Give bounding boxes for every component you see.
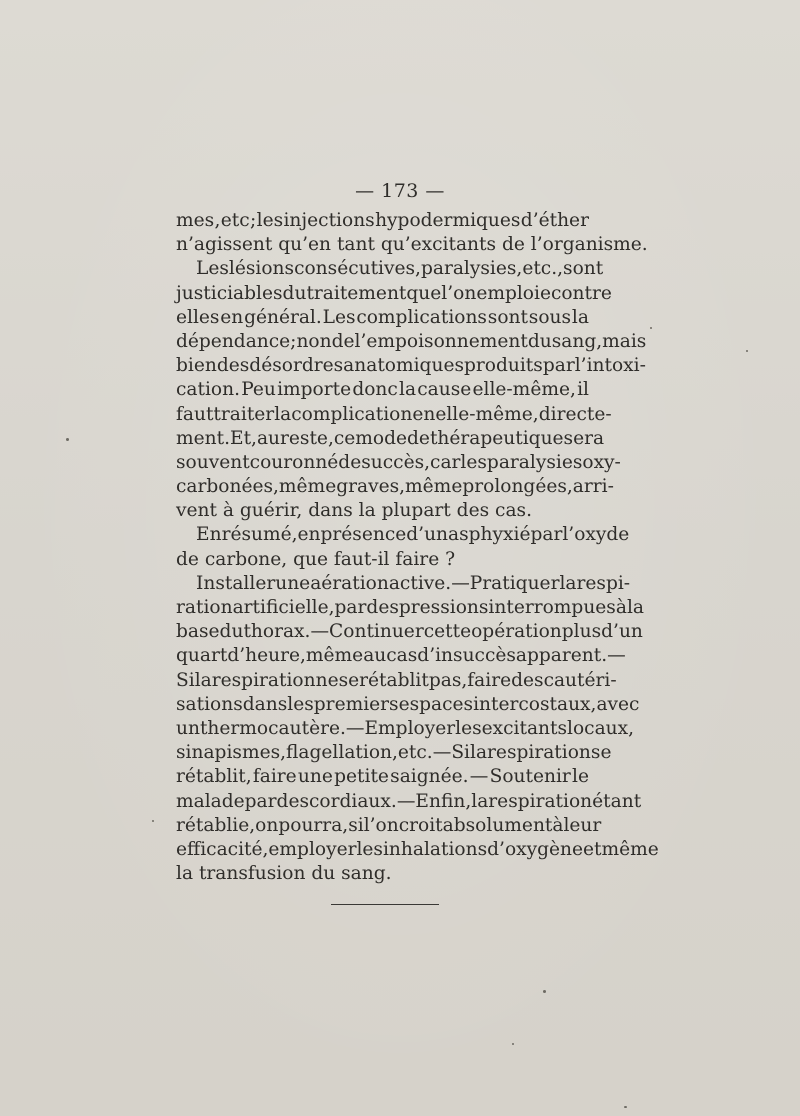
word: opération [471, 621, 562, 643]
word: d’un [601, 621, 643, 643]
word: si [348, 814, 364, 836]
text-line [176, 209, 589, 233]
paper-speck [512, 1043, 514, 1045]
word: saignée. [390, 766, 469, 788]
text-line: n’agissent qu’en tant qu’excitants de l’organisme. [176, 234, 648, 256]
word: ment. [176, 427, 230, 449]
word: — [345, 717, 365, 739]
word: que [406, 282, 442, 304]
word: Si [176, 669, 195, 691]
word: Soutenir [489, 766, 571, 788]
word: produits [464, 355, 543, 377]
text-line: de carbone, que faut-il faire ? [176, 548, 456, 570]
word: ; [250, 210, 257, 231]
word: ce [333, 427, 356, 449]
word: la [571, 306, 589, 328]
word: l’on [441, 282, 477, 304]
word: interrompues [488, 597, 616, 618]
word: du [527, 330, 552, 352]
word: asphyxié [448, 524, 531, 546]
word: la [274, 403, 292, 425]
word: par [244, 790, 277, 812]
word: un [176, 717, 200, 739]
text-line [176, 693, 640, 717]
word: sous [528, 306, 572, 328]
word: sations [176, 693, 243, 715]
word: respiration [488, 790, 593, 812]
word: Et, [230, 427, 257, 449]
word: prolongées, [462, 476, 573, 498]
word: car [430, 451, 461, 473]
word: se [590, 742, 612, 764]
text-line [176, 475, 614, 499]
word: d’un [406, 524, 449, 546]
word: cause [417, 379, 472, 401]
word: — [310, 621, 330, 643]
word: des [511, 669, 544, 691]
word: ration [176, 597, 233, 618]
word: la [399, 379, 417, 401]
word: par [530, 524, 563, 546]
word: sinapismes, [176, 742, 287, 764]
text-line [176, 403, 612, 427]
word: thérapeutique [429, 427, 564, 449]
word: thermocautère. [199, 717, 346, 739]
word: le [572, 766, 589, 788]
word: au [363, 645, 387, 667]
word: à [552, 814, 564, 836]
word: etc [220, 210, 250, 231]
word: petite [334, 766, 389, 788]
word: sont [563, 258, 604, 280]
text-line [176, 765, 589, 789]
word: d’oxygène [487, 838, 584, 860]
text-line [176, 330, 647, 354]
word: même [278, 476, 337, 498]
paper-speck [152, 820, 154, 822]
paper-speck [746, 350, 748, 352]
word: etc., [522, 258, 564, 280]
word: même [405, 476, 463, 498]
word: présence [320, 524, 407, 546]
page-number: — 173 — [355, 180, 445, 202]
word: les [287, 693, 314, 715]
word: bien [176, 355, 217, 377]
word: souvent [176, 451, 250, 473]
word: l’empoisonnement [354, 330, 528, 352]
word: — [451, 572, 470, 594]
word: Pratiquer [469, 572, 560, 594]
text-line: la transfusion du sang. [176, 863, 392, 885]
word: les [455, 717, 482, 739]
word: avec [596, 693, 640, 715]
text-line [176, 306, 589, 330]
word: se [338, 669, 360, 691]
word: l’intoxi- [574, 355, 646, 377]
word: oxy- [582, 451, 621, 473]
word: de [338, 451, 362, 473]
word: flagellation, [286, 742, 398, 764]
word: etc. [397, 742, 433, 764]
paper-speck [650, 327, 652, 329]
word: — [432, 742, 452, 764]
word: inhalations [382, 838, 488, 860]
word: cordiaux. [309, 790, 397, 812]
word: faire [252, 766, 297, 788]
word: plus [561, 621, 602, 643]
word: artificielle, [232, 597, 335, 618]
word: du [282, 282, 307, 304]
word: Peu [241, 379, 276, 401]
word: pourra, [278, 814, 349, 836]
word: une [275, 572, 311, 594]
word: non [296, 330, 332, 352]
word: employer [268, 838, 357, 860]
paragraph-first-line [176, 572, 631, 596]
word: cautéri- [543, 669, 617, 691]
word: respiration [211, 669, 316, 691]
word: elles [176, 306, 220, 328]
word: pressions [398, 597, 489, 618]
text-line [176, 354, 646, 378]
word: absolument [442, 814, 553, 836]
word: complication [291, 403, 413, 425]
text-line [176, 378, 589, 402]
word: consécutives, [294, 258, 421, 280]
word: espaces [398, 693, 474, 715]
word: des [366, 597, 399, 618]
word: carbonées, [176, 476, 279, 498]
word: injections [283, 210, 375, 231]
word: premiers [313, 693, 399, 715]
word: rétablit, [176, 766, 252, 788]
word: faire [467, 669, 512, 691]
paragraph-first-line [176, 257, 604, 281]
word: l’on [363, 814, 399, 836]
word: Si [451, 742, 470, 764]
word: elle-même, [472, 379, 576, 401]
word: hypodermiques [375, 210, 521, 231]
word: résumé, [221, 524, 298, 546]
word: , [214, 210, 221, 231]
word: active. [388, 572, 452, 594]
word: couronné [249, 451, 339, 473]
word: même [305, 645, 364, 667]
text-line [176, 717, 635, 741]
word: Continuer [329, 621, 424, 643]
text-line [176, 741, 612, 765]
word: quart [176, 645, 228, 667]
word: Enfin, [415, 790, 472, 812]
word: cation. [176, 379, 240, 401]
text-line [176, 282, 612, 306]
word: d’éther [520, 210, 589, 231]
text-line [176, 620, 643, 644]
word: la [471, 790, 489, 812]
word: respiration [487, 742, 591, 764]
word: intercostaux, [473, 693, 597, 715]
word: sang, [551, 330, 603, 352]
end-rule [331, 904, 439, 905]
word: sont [487, 306, 528, 328]
word: aération [310, 572, 389, 594]
word: emploie [476, 282, 551, 304]
word: cette [423, 621, 472, 643]
word: — [396, 790, 416, 812]
word: base [176, 621, 220, 643]
text-line [176, 838, 659, 862]
word: sera [563, 427, 605, 449]
word: succès, [361, 451, 431, 473]
text-line [176, 596, 644, 620]
word: général. [244, 306, 322, 328]
word: excitants [481, 717, 568, 739]
word: d’heure, [227, 645, 306, 667]
word: donc [352, 379, 398, 401]
word: du [219, 621, 244, 643]
word: Les [322, 306, 356, 328]
text-line [176, 790, 642, 814]
word: en [297, 524, 321, 546]
word: une [297, 766, 333, 788]
word: en [220, 306, 244, 328]
word: apparent. [515, 645, 608, 667]
word: complications [356, 306, 487, 328]
word: mode [355, 427, 408, 449]
word: efficacité, [176, 838, 269, 860]
word: dans [242, 693, 288, 715]
text-line [176, 427, 605, 451]
word: pas, [428, 669, 468, 691]
paper-speck [624, 1106, 627, 1108]
word: traitement [306, 282, 407, 304]
paper-speck [66, 438, 69, 441]
word: les [256, 210, 284, 231]
word: mais [602, 330, 647, 352]
word: et [583, 838, 602, 860]
word: arri- [572, 476, 614, 498]
word: paralysies [486, 451, 583, 473]
word: étant [592, 790, 642, 812]
word: au [256, 427, 281, 449]
word: malade [176, 790, 245, 812]
word: Employer [364, 717, 456, 739]
text-line [176, 669, 617, 693]
word: respi- [576, 572, 631, 594]
word: la [559, 572, 577, 594]
word: en [412, 403, 436, 425]
text-line [176, 814, 602, 838]
word: Les [196, 258, 229, 280]
word: des [276, 790, 309, 812]
word: la [626, 597, 644, 618]
word: dépendance; [176, 330, 297, 352]
word: on [255, 814, 279, 836]
word: il [577, 379, 589, 401]
word: anatomiques [343, 355, 464, 377]
word: même [601, 838, 659, 860]
word: la [194, 669, 212, 691]
word: rétablit [359, 669, 429, 691]
word: rétablie, [176, 814, 256, 836]
word: l’oxyde [562, 524, 630, 546]
word: la [470, 742, 488, 764]
word: elle-même, [435, 403, 539, 425]
word: faut [176, 403, 214, 425]
word: justiciables [176, 282, 283, 304]
word: traiter [213, 403, 275, 425]
text-line: vent à guérir, dans la plupart des cas. [176, 500, 532, 522]
word: croit [398, 814, 443, 836]
word: les [460, 451, 487, 473]
word: ne [315, 669, 339, 691]
paper-speck [543, 990, 546, 993]
paragraph-first-line [176, 523, 630, 547]
word: directe- [538, 403, 612, 425]
word: leur [563, 814, 602, 836]
word: des [216, 355, 250, 377]
word: — [469, 766, 489, 788]
word: paralysies, [420, 258, 523, 280]
word: Installer [196, 572, 276, 594]
word: par [542, 355, 575, 377]
word: importe [277, 379, 352, 401]
word: lésions [228, 258, 295, 280]
word: — [607, 645, 626, 667]
word: mes [176, 210, 215, 231]
text-line [176, 644, 626, 668]
word: de [331, 330, 355, 352]
word: En [196, 524, 222, 546]
word: d’insuccès [417, 645, 516, 667]
word: graves, [336, 476, 406, 498]
word: reste, [280, 427, 334, 449]
word: cas [386, 645, 418, 667]
body-text [176, 209, 659, 886]
word: de [407, 427, 430, 449]
text-line [176, 451, 621, 475]
word: à [615, 597, 627, 618]
word: locaux, [567, 717, 635, 739]
word: contre [550, 282, 612, 304]
word: les [356, 838, 383, 860]
word: par [334, 597, 367, 618]
word: thorax. [243, 621, 311, 643]
word: désordres [249, 355, 344, 377]
